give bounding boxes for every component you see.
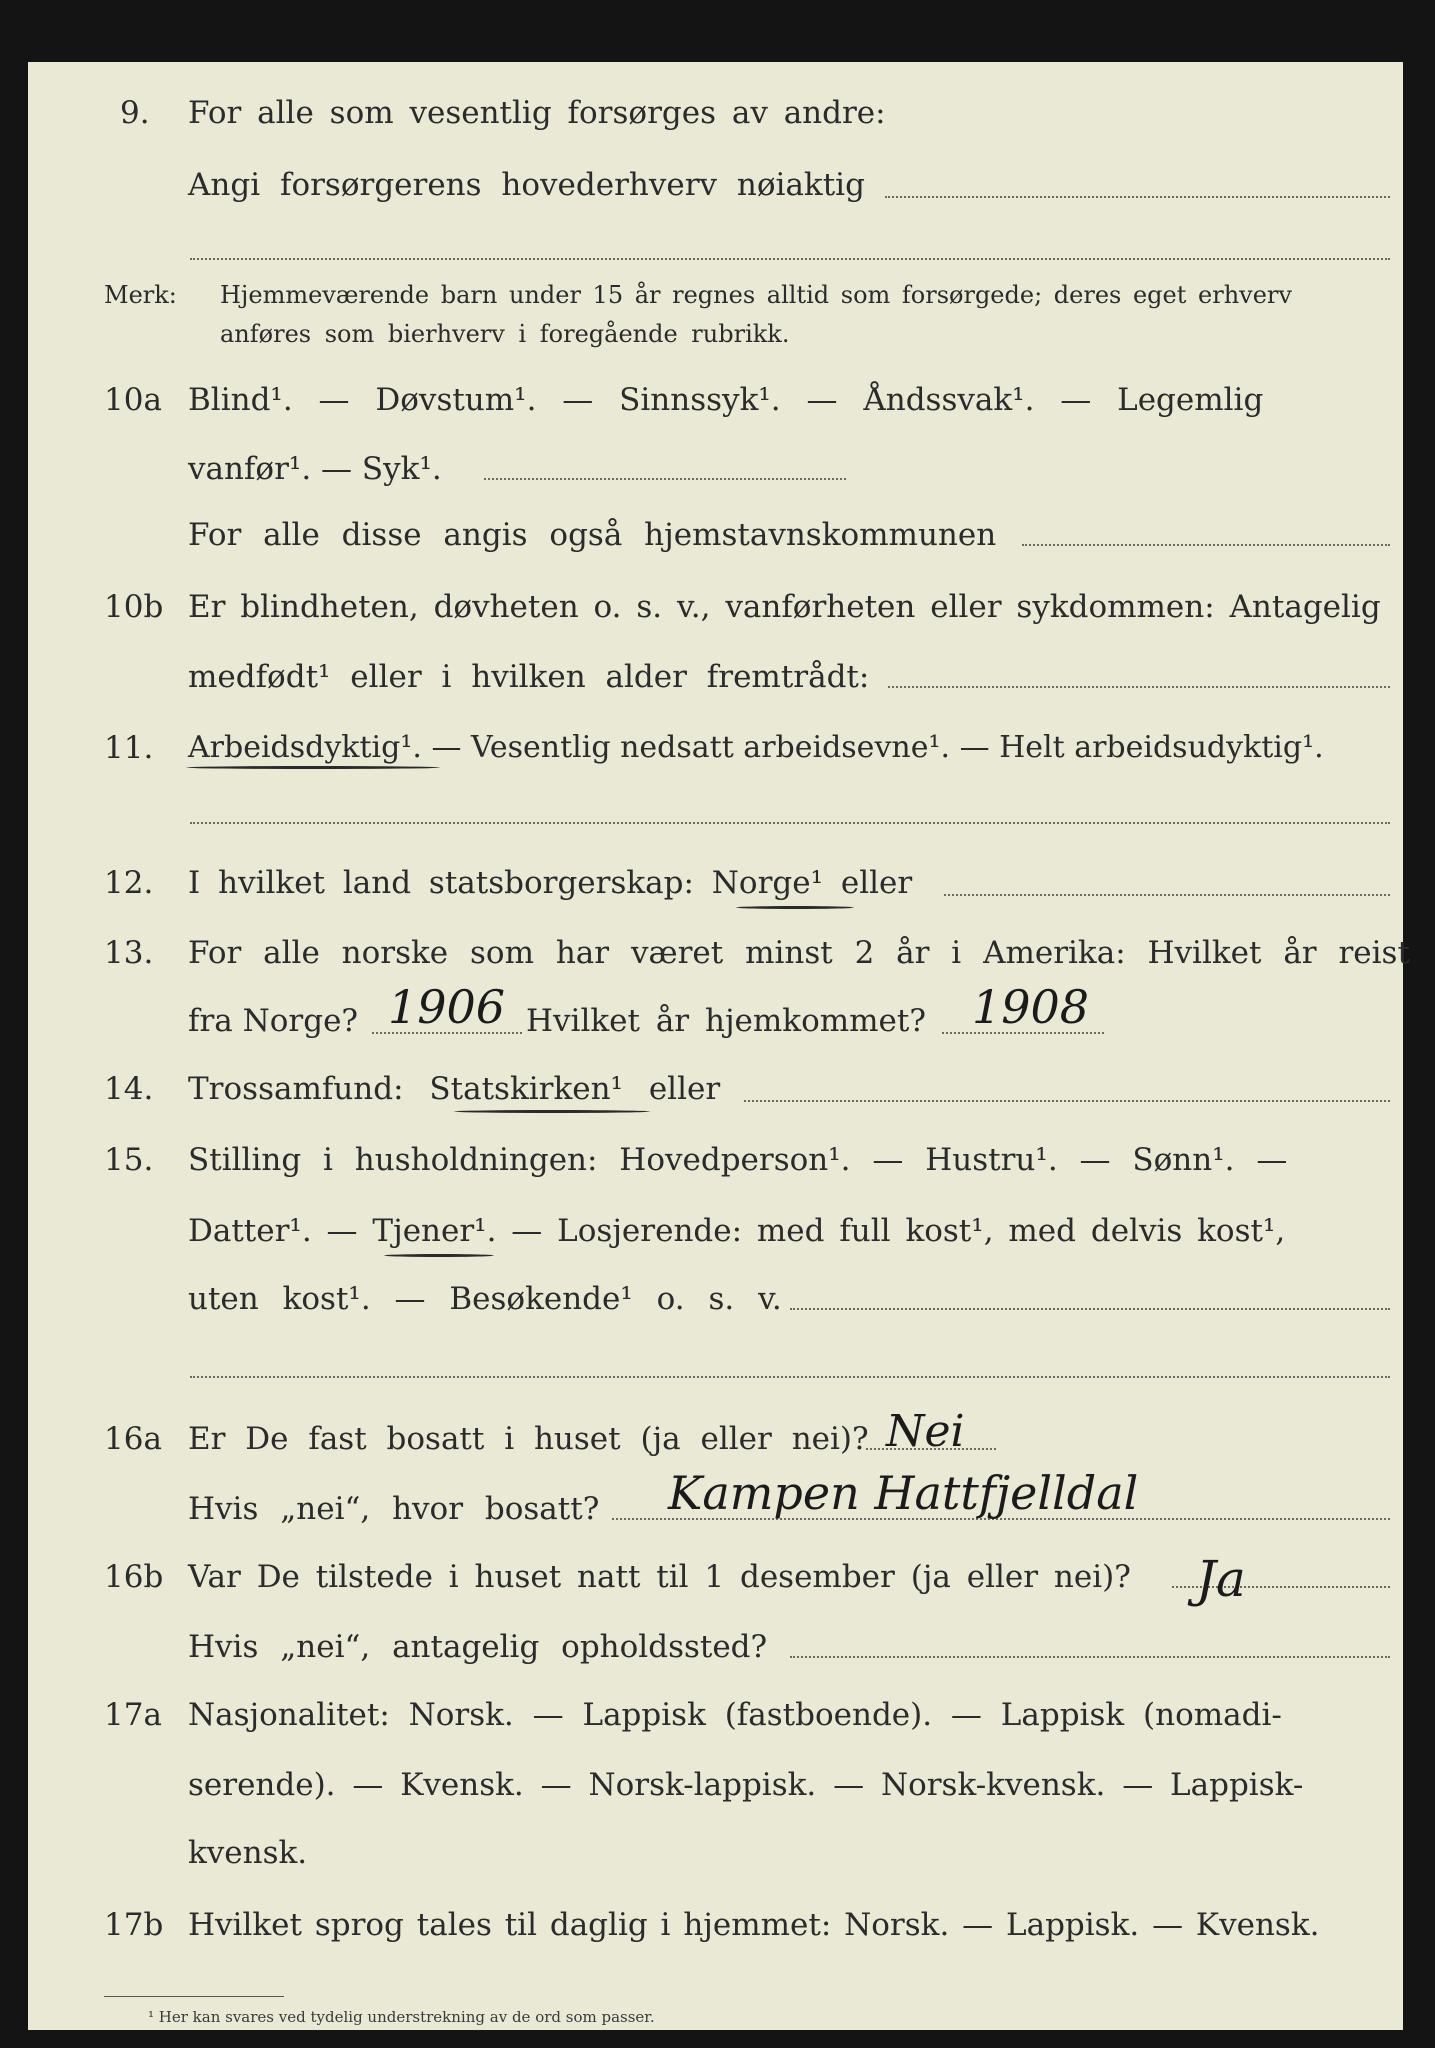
q14-underline-mark <box>454 1110 650 1113</box>
merk-label: Merk: <box>104 281 177 309</box>
q10a-answer-line <box>484 478 846 480</box>
q17a-line2: serende). — Kvensk. — Norsk-lappisk. — Norsk-kvensk. — Lappisk- <box>188 1767 1304 1803</box>
q15-extra-line <box>190 1376 1390 1378</box>
q17a-line3: kvensk. <box>188 1835 308 1871</box>
q16a-number: 16a <box>104 1421 162 1457</box>
q13-answer2: 1908 <box>972 980 1090 1034</box>
merk-line1-text: Hjemmeværende barn under 15 år regnes alltid som forsørgede; deres eget erhverv <box>220 281 1292 309</box>
q15-line3: uten kost¹. — Besøkende¹ o. s. v. <box>188 1281 782 1317</box>
q15-line1: Stilling i husholdningen: Hovedperson¹. — Hustru¹. — Sønn¹. — <box>188 1142 1288 1178</box>
q13-line1: For alle norske som har været minst 2 år i Amerika: Hvilket år reist <box>188 935 1410 971</box>
q13-line2b: Hvilket år hjemkommet? <box>526 1003 926 1039</box>
q17b-number: 17b <box>104 1907 164 1943</box>
q10a-line1: Blind¹. — Døvstum¹. — Sinnssyk¹. — Åndssvak¹. — Legemlig <box>188 382 1264 418</box>
q10b-answer-line <box>888 686 1390 688</box>
q14-number: 14. <box>104 1071 154 1107</box>
q17a-number: 17a <box>104 1697 162 1733</box>
q12-underline-mark <box>736 906 854 909</box>
q16a-line2: Hvis „nei“, hvor bosatt? <box>188 1491 600 1527</box>
q16b-answer2-line <box>790 1656 1390 1658</box>
q10b-number: 10b <box>104 589 164 625</box>
q9-line2: Angi forsørgerens hovederhverv nøiaktig <box>188 167 865 203</box>
q14-answer-line <box>744 1100 1390 1102</box>
q16b-line2: Hvis „nei“, antagelig opholdssted? <box>188 1629 768 1665</box>
q9-number: 9. <box>120 95 150 131</box>
q11-answer-line <box>190 822 1390 824</box>
q13-answer1: 1906 <box>388 980 506 1034</box>
form-page <box>28 62 1403 2030</box>
q10a-line2: vanfør¹. — Syk¹. <box>188 451 442 487</box>
q16b-line1: Var De tilstede i huset natt til 1 desember (ja eller nei)? <box>188 1559 1131 1595</box>
q15-answer-line <box>790 1308 1390 1310</box>
q16b-number: 16b <box>104 1559 164 1595</box>
q10a-line3: For alle disse angis også hjemstavnskommunen <box>188 517 997 553</box>
q16a-answer2: Kampen Hattfjelldal <box>668 1466 1139 1520</box>
q13-number: 13. <box>104 935 154 971</box>
q10a-number: 10a <box>104 382 162 418</box>
merk-line2: anføres som bierhverv i foregående rubrikk. <box>220 320 790 348</box>
q16b-answer1: Ja <box>1196 1550 1246 1608</box>
q17b-line1: Hvilket sprog tales til daglig i hjemmet: Norsk. — Lappisk. — Kvensk. <box>188 1907 1320 1943</box>
q15-line2: Datter¹. — Tjener¹. — Losjerende: med full kost¹, med delvis kost¹, <box>188 1213 1286 1249</box>
q17a-line1: Nasjonalitet: Norsk. — Lappisk (fastboende). — Lappisk (nomadi- <box>188 1697 1282 1733</box>
q15-number: 15. <box>104 1142 154 1178</box>
q9-extra-line <box>190 258 1390 260</box>
merk-line1 <box>220 283 1390 307</box>
q15-underline-mark <box>384 1254 494 1257</box>
q14-line1: Trossamfund: Statskirken¹ eller <box>188 1071 721 1107</box>
q12-number: 12. <box>104 865 154 901</box>
q16a-answer1: Nei <box>886 1406 965 1457</box>
q11-line1: Arbeidsdyktig¹. — Vesentlig nedsatt arbeidsevne¹. — Helt arbeidsudyktig¹. <box>188 730 1324 765</box>
q9-line1: For alle som vesentlig forsørges av andre: <box>188 95 886 131</box>
q12-line1: I hvilket land statsborgerskap: Norge¹ eller <box>188 865 913 901</box>
q12-answer-line <box>944 894 1390 896</box>
q9-answer-line <box>885 196 1390 198</box>
q16a-line1: Er De fast bosatt i huset (ja eller nei)? <box>188 1421 869 1457</box>
q11-number: 11. <box>104 730 154 766</box>
footnote: ¹ Her kan svares ved tydelig understrekning av de ord som passer. <box>148 2008 655 2026</box>
q13-line2a: fra Norge? <box>188 1003 359 1039</box>
q10b-line1: Er blindheten, døvheten o. s. v., vanførheten eller sykdommen: Antagelig <box>188 589 1381 625</box>
q10a-municipality-line <box>1022 544 1390 546</box>
q11-underline-mark <box>186 766 440 769</box>
q10b-line2: medfødt¹ eller i hvilken alder fremtrådt: <box>188 659 870 695</box>
footnote-rule <box>104 1996 284 1997</box>
